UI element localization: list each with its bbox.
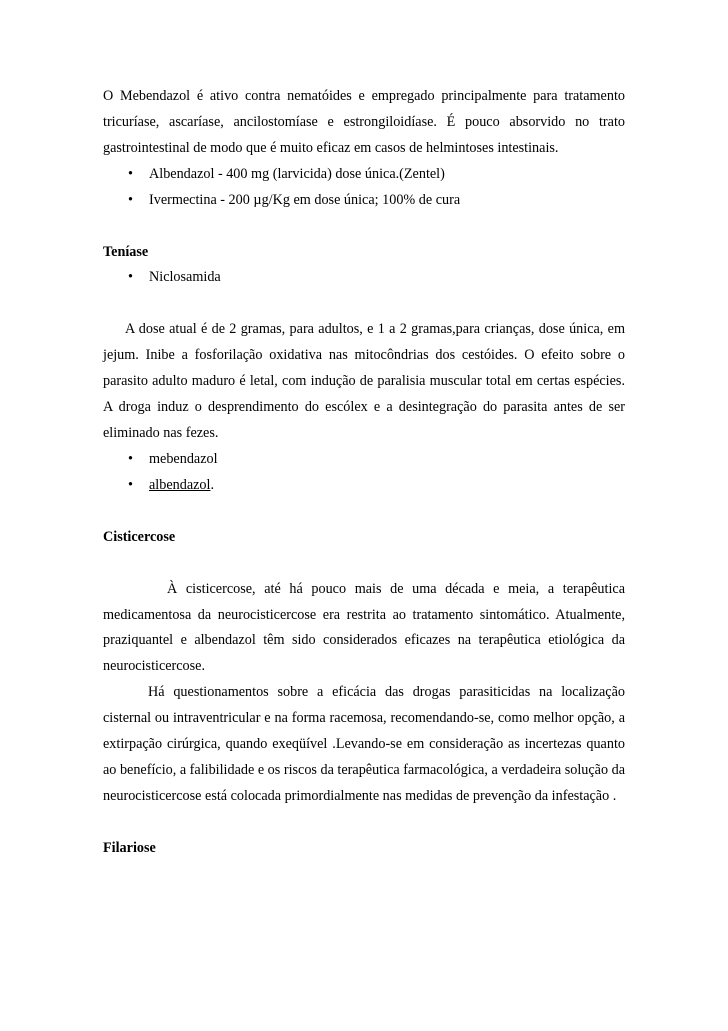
bullet-icon: • <box>128 191 133 208</box>
teniase-bullet-list <box>103 265 625 291</box>
section-heading-cisticercose: Cisticercose <box>103 528 176 545</box>
bullet-icon: • <box>128 269 133 286</box>
list-item: • mebendazol <box>103 447 625 473</box>
bullet-icon: • <box>128 165 133 182</box>
albendazol-link[interactable]: albendazol <box>149 476 211 493</box>
cisticercose-paragraph-1: À cisticercose, até há pouco mais de uma década e meia, a terapêutica medicamentosa da neurocisticercose era restrita ao tratamento sintomático. Atualmente, praziquantel e albendazol têm sido considerados eficazes na terapêutica etiológica da neurocisticercose. <box>103 580 625 675</box>
teniase-drug-list <box>103 447 625 499</box>
section-heading-filariose: Filariose <box>103 839 156 856</box>
bullet-icon: • <box>128 476 133 493</box>
cisticercose-paragraph-2: Há questionamentos sobre a eficácia das drogas parasiticidas na localização cisternal ou intraventricular e na forma racemosa, recomendando-se, como melhor opção, a extirpação cirúrgica, quando exeqüível .Levando-se em consideração as incertezas quanto ao benefício, a falibilidade e os riscos da terapêutica farmacológica, a verdadeira solução da neurocisticercose está colocada primordialmente nas medidas de prevenção da infestação . <box>103 684 625 804</box>
section-heading-teniase: Teníase <box>103 243 149 260</box>
intro-paragraph: O Mebendazol é ativo contra nematóides e empregado principalmente para tratamento tricuríase, ascaríase, ancilostomíase e estrongiloidíase. É pouco absorvido no trato gastrointestinal de modo que é muito eficaz em casos de helmintoses intestinais. <box>103 88 625 156</box>
bullet-icon: • <box>128 450 133 467</box>
list-item: • Ivermectina - 200 µg/Kg em dose única; 100% de cura <box>103 188 625 214</box>
list-item: • albendazol. <box>103 473 625 499</box>
list-item: • Albendazol - 400 mg (larvicida) dose única.(Zentel) <box>103 162 625 188</box>
document-page <box>103 84 625 862</box>
intro-bullet-list <box>103 162 625 214</box>
list-item: • Niclosamida <box>103 265 625 291</box>
teniase-paragraph: A dose atual é de 2 gramas, para adultos, e 1 a 2 gramas,para crianças, dose única, em jejum. Inibe a fosforilação oxidativa nas mitocôndrias dos cestóides. O efeito sobre o parasito adulto maduro é letal, com indução de paralisia muscular total em certas espécies. A droga induz o desprendimento do escólex e a desintegração do parasita antes de ser eliminado nas fezes. <box>103 321 625 441</box>
